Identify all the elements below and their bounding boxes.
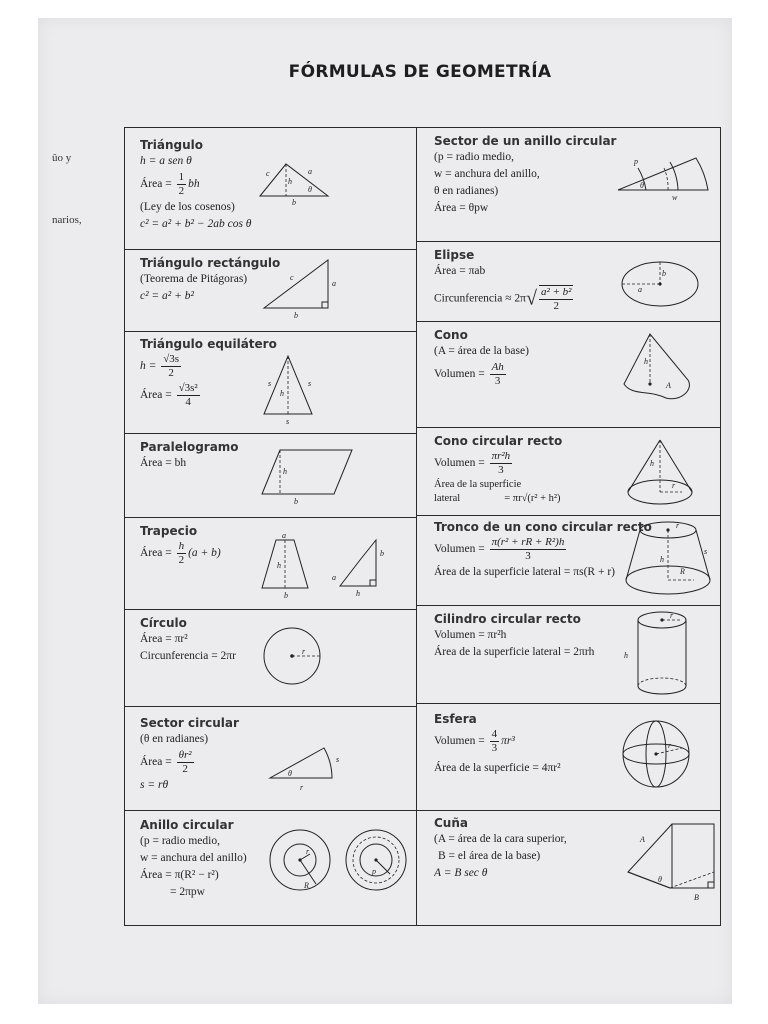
label-h: h <box>624 651 628 660</box>
formula-line: Área = $\frac{\text{√3s²}}{4}$ <box>140 382 198 408</box>
formula-line: h = a sen θ <box>140 155 192 167</box>
label-a: a <box>332 279 336 288</box>
row-divider <box>124 706 416 707</box>
formula-line: = 2πpw <box>170 886 205 898</box>
row-divider <box>124 433 416 434</box>
section-title: Anillo circular <box>140 818 234 832</box>
right-triangle-shape <box>264 260 328 308</box>
cylinder-figure <box>618 608 708 700</box>
formula-line: (p = radio medio, <box>434 151 514 163</box>
row-divider <box>416 321 721 322</box>
formula-line: Área de la superficie <box>434 479 522 490</box>
label-h: h <box>283 467 287 476</box>
label-A: A <box>640 835 645 844</box>
row-divider <box>124 517 416 518</box>
label-r: r <box>672 481 676 490</box>
label-a: a <box>638 285 642 294</box>
formula-line: c² = a² + b² − 2ab cos θ <box>140 218 252 230</box>
formula-line: B = el área de la base) <box>438 850 541 862</box>
row-divider <box>124 810 416 811</box>
formula-line: Área = bh <box>140 457 187 469</box>
cone-side-left <box>628 440 660 492</box>
section-title: Sector circular <box>140 716 239 730</box>
label-s: s <box>336 755 340 764</box>
label-h: h <box>288 177 292 186</box>
formula-line: (Teorema de Pitágoras) <box>140 273 248 285</box>
formula-line: (p = radio medio, <box>140 835 220 847</box>
section-title: Elipse <box>434 248 475 262</box>
label-r: r <box>300 783 304 792</box>
row-divider <box>416 810 721 811</box>
section-title: Cilindro circular recto <box>434 612 581 626</box>
label-A: A <box>666 381 671 390</box>
right-triangle-figure <box>256 254 356 324</box>
formula-line: Área = $\frac{1}{2}$ bh <box>140 171 200 197</box>
label-b: b <box>294 311 298 320</box>
label-a: a <box>282 531 286 540</box>
formula-line: Área = πab <box>434 265 486 277</box>
row-divider <box>416 241 721 242</box>
label-c: c <box>266 169 270 178</box>
outer-sector <box>618 158 708 190</box>
label-theta: θ <box>308 185 312 194</box>
radius-p <box>376 860 390 874</box>
section-title: Cono circular recto <box>434 434 563 448</box>
label-w: w <box>672 193 678 202</box>
ring-figure <box>266 826 412 896</box>
section-title: Sector de un anillo circular <box>434 134 617 148</box>
row-divider <box>416 515 721 516</box>
label-s: s <box>704 547 708 556</box>
formula-line: θ en radianes) <box>434 185 499 197</box>
formula-line: (Ley de los cosenos) <box>140 201 235 213</box>
formula-line: Volumen = $\frac{Ah}{3}$ <box>434 361 504 387</box>
section-title: Triángulo equilátero <box>140 337 277 351</box>
label-a: a <box>308 167 312 176</box>
label-R: R <box>304 881 309 890</box>
label-theta: θ <box>288 769 292 778</box>
label-r: r <box>670 611 674 620</box>
wedge-figure <box>624 820 720 904</box>
label-s: s <box>268 379 272 388</box>
row-divider <box>124 249 416 250</box>
label-r: r <box>306 847 310 856</box>
section-title: Triángulo rectángulo <box>140 256 281 270</box>
formula-line: Circunferencia ≈ 2π√ $\frac{\text{a² + b²}}{2}$ <box>434 286 572 312</box>
margin-note: narios, <box>52 214 82 226</box>
circle-figure <box>260 624 324 688</box>
ellipse-figure <box>618 256 708 312</box>
parallelogram-figure <box>256 446 360 508</box>
top-dot <box>660 618 663 621</box>
cone-side-right <box>660 440 692 492</box>
label-h: h <box>650 459 654 468</box>
frustum-figure <box>620 518 716 602</box>
formula-line: Área = θpw <box>434 202 489 214</box>
section-title: Esfera <box>434 712 477 726</box>
sector-shape <box>270 748 332 778</box>
annulus-sector-figure <box>612 156 712 206</box>
label-b: b <box>662 269 666 278</box>
section-title: Cono <box>434 328 468 342</box>
label-h: h <box>356 589 360 598</box>
top-dot <box>666 528 669 531</box>
right-angle-mark <box>708 882 714 888</box>
formula-line: Volumen = $\frac{\text{πr²h}}{3}$ <box>434 450 511 476</box>
section-title: Cuña <box>434 816 468 830</box>
cylinder-base-back <box>638 678 686 686</box>
wedge-hidden <box>670 872 714 888</box>
formula-line: Área de la superficie lateral = 2πrh <box>434 646 595 658</box>
formula-line: (A = área de la cara superior, <box>434 833 567 845</box>
center-dot <box>654 752 657 755</box>
center-dot <box>290 654 294 658</box>
label-b: b <box>294 497 298 506</box>
formula-line: Área de la superficie = 4πr² <box>434 762 561 774</box>
formula-line: lateral = πr√(r² + h²) <box>434 493 561 504</box>
column-divider <box>416 127 417 926</box>
formula-line: A = B sec θ <box>434 867 488 879</box>
label-s: s <box>286 417 290 426</box>
label-b: b <box>380 549 384 558</box>
sphere-figure <box>620 716 696 792</box>
base-dot <box>648 382 651 385</box>
section-title: Tronco de un cono circular recto <box>434 520 652 534</box>
label-b: b <box>284 591 288 600</box>
right-trapezoid-shape <box>340 540 376 586</box>
section-title: Paralelogramo <box>140 440 239 454</box>
formula-line: Área de la superficie lateral = πs(R + r) <box>434 566 615 578</box>
formula-line: w = anchura del anillo, <box>434 168 540 180</box>
formula-line: s = rθ <box>140 779 169 791</box>
parallelogram-shape <box>262 450 352 494</box>
equilateral-triangle-figure <box>258 352 324 428</box>
label-r: r <box>668 741 672 750</box>
right-angle-mark <box>322 302 328 308</box>
row-divider <box>416 427 721 428</box>
section-title: Círculo <box>140 616 187 630</box>
sector-figure <box>264 736 348 794</box>
formula-line: Área = π(R² − r²) <box>140 869 219 881</box>
label-c: c <box>290 273 294 282</box>
label-h: h <box>280 389 284 398</box>
label-r: r <box>676 521 680 530</box>
formula-line: c² = a² + b² <box>140 290 194 302</box>
trapezoid-figure <box>256 530 396 602</box>
section-title: Triángulo <box>140 138 204 152</box>
triangle-shape <box>260 164 328 196</box>
right-angle-mark <box>370 580 376 586</box>
center-dot <box>658 282 661 285</box>
page-title: FÓRMULAS DE GEOMETRÍA <box>288 62 552 82</box>
wedge-base-edge <box>628 872 670 888</box>
formula-line: (θ en radianes) <box>140 733 209 745</box>
formula-line: Área = $\frac{\text{θr²}}{2}$ <box>140 749 192 775</box>
margin-note: ûo y <box>52 152 72 164</box>
row-divider <box>416 703 721 704</box>
formula-line: h = $\frac{√3s}{2}$ <box>140 353 180 379</box>
label-R: R <box>680 567 685 576</box>
label-h: h <box>277 561 281 570</box>
label-s: s <box>308 379 312 388</box>
cylinder-body <box>638 620 686 694</box>
row-divider <box>416 605 721 606</box>
label-p: p <box>372 867 376 876</box>
label-h: h <box>644 357 648 366</box>
formula-line: Área = $\frac{h}{2}$ (a + b) <box>140 540 221 566</box>
formula-line: Circunferencia = 2πr <box>140 650 236 662</box>
formula-line: Área = πr² <box>140 633 188 645</box>
label-h: h <box>660 555 664 564</box>
section-title: Trapecio <box>140 524 198 538</box>
triangle-figure <box>256 160 336 206</box>
equilateral-shape <box>264 356 312 414</box>
label-a: a <box>332 573 336 582</box>
label-B: B <box>694 893 699 902</box>
row-divider <box>124 331 416 332</box>
label-theta: θ <box>640 181 644 190</box>
formula-line: Volumen = $\frac{\text{π(r² + rR + R²)h}}{3}$ <box>434 536 565 562</box>
formula-line: w = anchura del anillo) <box>140 852 247 864</box>
row-divider <box>124 609 416 610</box>
formula-line: Volumen = πr²h <box>434 629 507 641</box>
formula-line: Volumen = $\frac{4}{3}$ πr³ <box>434 728 515 754</box>
label-r: r <box>302 647 306 656</box>
cone-figure <box>618 330 708 404</box>
label-theta: θ <box>658 875 662 884</box>
label-b: b <box>292 198 296 206</box>
formula-line: (A = área de la base) <box>434 345 529 357</box>
label-p: p <box>634 157 638 166</box>
right-cone-figure <box>622 436 702 512</box>
cone-shape <box>624 334 689 399</box>
wedge-outline <box>628 824 714 888</box>
